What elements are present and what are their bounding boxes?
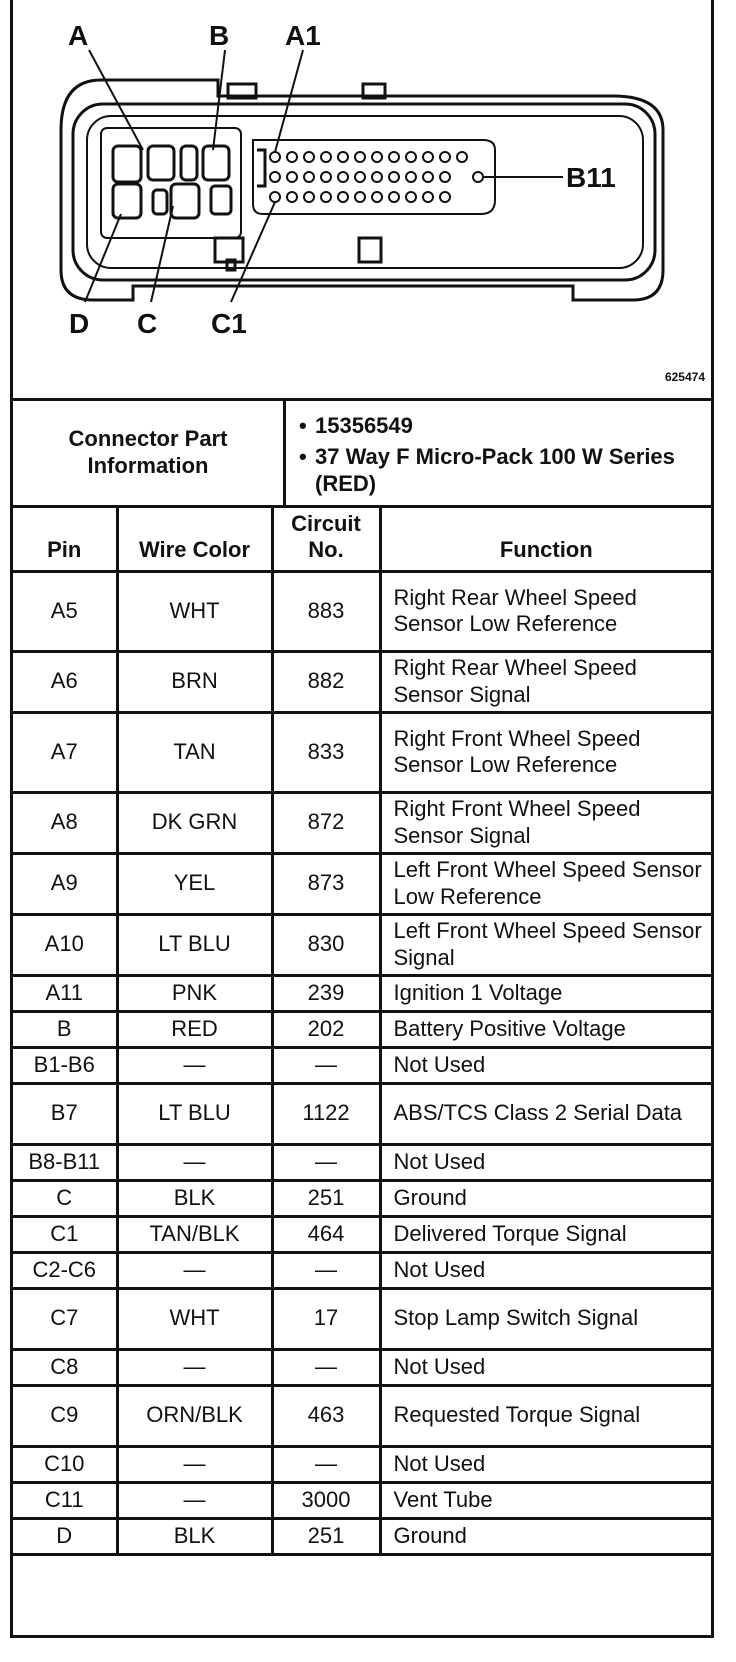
connector-description: 37 Way F Micro-Pack 100 W Series (RED) <box>315 443 675 496</box>
table-row <box>13 1385 711 1446</box>
wire-color-cell: — <box>117 1446 272 1482</box>
circuit-cell: 882 <box>272 651 380 712</box>
wire-color-cell: LT BLU <box>117 914 272 975</box>
part-number: 15356549 <box>315 413 413 438</box>
function-cell: Right Front Wheel Speed Sensor Signal <box>380 792 711 853</box>
connector-part-info-label: Connector Part Information <box>13 401 286 505</box>
pin-cell: C11 <box>13 1482 117 1518</box>
header-pin: Pin <box>13 508 117 571</box>
wire-color-cell: BRN <box>117 651 272 712</box>
function-cell: Right Rear Wheel Speed Sensor Low Reference <box>380 571 711 651</box>
wire-color-cell: TAN/BLK <box>117 1216 272 1252</box>
callout-c1: C1 <box>211 308 247 339</box>
connector-part-info <box>13 401 711 508</box>
callout-d: D <box>69 308 90 339</box>
circuit-cell: 830 <box>272 914 380 975</box>
callout-a: A <box>68 20 89 51</box>
pin-cell: A9 <box>13 853 117 914</box>
function-cell: Battery Positive Voltage <box>380 1011 711 1047</box>
function-cell: Delivered Torque Signal <box>380 1216 711 1252</box>
function-cell: Not Used <box>380 1252 711 1288</box>
wire-color-cell: — <box>117 1482 272 1518</box>
function-cell: Vent Tube <box>380 1482 711 1518</box>
table-row <box>13 1518 711 1554</box>
bullet-icon: • <box>299 413 307 438</box>
table-row <box>13 1446 711 1482</box>
header-function: Function <box>380 508 711 571</box>
table-row <box>13 853 711 914</box>
circuit-cell: 883 <box>272 571 380 651</box>
pin-cell: A5 <box>13 571 117 651</box>
info-item <box>299 413 704 440</box>
wire-color-cell: TAN <box>117 712 272 792</box>
connector-diagram-icon <box>13 0 711 398</box>
wire-color-cell: — <box>117 1047 272 1083</box>
callout-c: C <box>137 308 158 339</box>
wire-color-cell: LT BLU <box>117 1083 272 1144</box>
table-row <box>13 975 711 1011</box>
wire-color-cell: RED <box>117 1011 272 1047</box>
pin-cell: B7 <box>13 1083 117 1144</box>
bullet-icon: • <box>299 443 307 469</box>
circuit-cell: 464 <box>272 1216 380 1252</box>
info-item <box>299 444 704 498</box>
callout-b: B <box>209 20 230 51</box>
circuit-cell: 1122 <box>272 1083 380 1144</box>
circuit-cell: 463 <box>272 1385 380 1446</box>
circuit-cell: — <box>272 1446 380 1482</box>
header-wire-color: Wire Color <box>117 508 272 571</box>
table-header-row <box>13 508 711 571</box>
table-row <box>13 1144 711 1180</box>
function-cell: Not Used <box>380 1349 711 1385</box>
pin-cell: D <box>13 1518 117 1554</box>
table-row <box>13 1180 711 1216</box>
connector-part-info-list <box>299 413 704 501</box>
pin-cell: C1 <box>13 1216 117 1252</box>
wire-color-cell: BLK <box>117 1180 272 1216</box>
wire-color-cell: WHT <box>117 1288 272 1349</box>
wire-color-cell: ORN/BLK <box>117 1385 272 1446</box>
circuit-cell: 873 <box>272 853 380 914</box>
function-cell: Right Front Wheel Speed Sensor Low Reference <box>380 712 711 792</box>
pin-cell: C8 <box>13 1349 117 1385</box>
circuit-cell: — <box>272 1252 380 1288</box>
table-row <box>13 1083 711 1144</box>
function-cell: Ground <box>380 1518 711 1554</box>
wire-color-cell: YEL <box>117 853 272 914</box>
pin-cell: A8 <box>13 792 117 853</box>
function-cell: Right Rear Wheel Speed Sensor Signal <box>380 651 711 712</box>
pin-cell: B <box>13 1011 117 1047</box>
wire-color-cell: DK GRN <box>117 792 272 853</box>
function-cell: Left Front Wheel Speed Sensor Signal <box>380 914 711 975</box>
table-row <box>13 1482 711 1518</box>
pin-cell: B8-B11 <box>13 1144 117 1180</box>
pin-cell: A10 <box>13 914 117 975</box>
table-row <box>13 712 711 792</box>
table-row <box>13 1216 711 1252</box>
pin-cell: A11 <box>13 975 117 1011</box>
function-cell: Not Used <box>380 1144 711 1180</box>
table-row <box>13 1252 711 1288</box>
function-cell: Not Used <box>380 1446 711 1482</box>
pin-cell: A7 <box>13 712 117 792</box>
circuit-cell: 251 <box>272 1180 380 1216</box>
pin-cell: C2-C6 <box>13 1252 117 1288</box>
connector-sheet <box>10 0 714 1638</box>
wire-color-cell: BLK <box>117 1518 272 1554</box>
table-row <box>13 571 711 651</box>
function-cell: Left Front Wheel Speed Sensor Low Reference <box>380 853 711 914</box>
circuit-cell: — <box>272 1047 380 1083</box>
circuit-cell: 833 <box>272 712 380 792</box>
pin-table <box>13 508 711 1556</box>
circuit-cell: — <box>272 1349 380 1385</box>
figure-number: 625474 <box>664 370 705 384</box>
callout-b11: B11 <box>566 162 616 193</box>
callout-a1: A1 <box>285 20 321 51</box>
wire-color-cell: WHT <box>117 571 272 651</box>
circuit-cell: 3000 <box>272 1482 380 1518</box>
pin-cell: C10 <box>13 1446 117 1482</box>
circuit-cell: 239 <box>272 975 380 1011</box>
circuit-cell: 872 <box>272 792 380 853</box>
wire-color-cell: — <box>117 1144 272 1180</box>
pin-cell: C7 <box>13 1288 117 1349</box>
pin-cell: C <box>13 1180 117 1216</box>
pin-cell: A6 <box>13 651 117 712</box>
table-row <box>13 1288 711 1349</box>
function-cell: ABS/TCS Class 2 Serial Data <box>380 1083 711 1144</box>
circuit-cell: — <box>272 1144 380 1180</box>
function-cell: Ignition 1 Voltage <box>380 975 711 1011</box>
wire-color-cell: PNK <box>117 975 272 1011</box>
table-row <box>13 1047 711 1083</box>
function-cell: Ground <box>380 1180 711 1216</box>
function-cell: Stop Lamp Switch Signal <box>380 1288 711 1349</box>
function-cell: Not Used <box>380 1047 711 1083</box>
wire-color-cell: — <box>117 1349 272 1385</box>
table-row <box>13 1349 711 1385</box>
table-row <box>13 651 711 712</box>
table-row <box>13 914 711 975</box>
pin-cell: B1-B6 <box>13 1047 117 1083</box>
circuit-cell: 202 <box>272 1011 380 1047</box>
header-circuit-no: Circuit No. <box>272 508 380 571</box>
pin-cell: C9 <box>13 1385 117 1446</box>
connector-figure <box>13 0 711 401</box>
table-row <box>13 1011 711 1047</box>
function-cell: Requested Torque Signal <box>380 1385 711 1446</box>
circuit-cell: 17 <box>272 1288 380 1349</box>
wire-color-cell: — <box>117 1252 272 1288</box>
circuit-cell: 251 <box>272 1518 380 1554</box>
table-row <box>13 792 711 853</box>
